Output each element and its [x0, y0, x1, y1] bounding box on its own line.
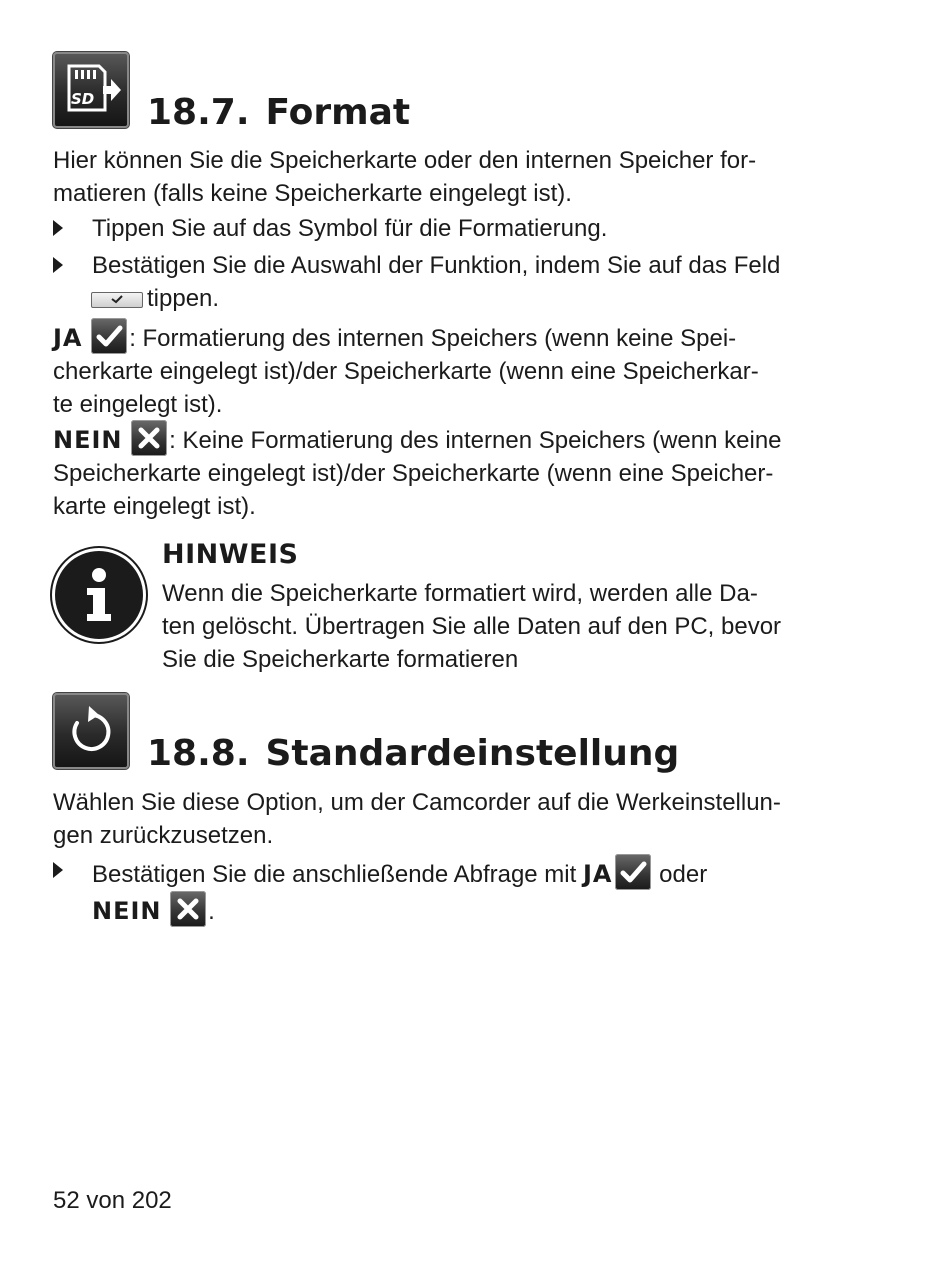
bullet-text: Bestätigen Sie die anschließende Abfrage mit — [92, 861, 577, 888]
page-number: 52 von 202 — [53, 1187, 172, 1214]
note-body — [162, 577, 842, 676]
checkmark-icon — [615, 854, 651, 890]
bullet-text: Bestätigen Sie die Auswahl der Funktion, indem Sie auf das Feld — [92, 252, 781, 279]
nein-text: Speicherkarte eingelegt ist)/der Speicherkarte (wenn eine Speicher- — [53, 460, 774, 487]
bullet-item — [53, 212, 853, 245]
section-title-format — [147, 93, 410, 133]
nein-description — [53, 420, 843, 523]
nein-label: NEIN — [92, 897, 162, 925]
bullet-item — [53, 854, 853, 924]
ja-text: te eingelegt ist). — [53, 391, 223, 418]
note-line: Wenn die Speicherkarte formatiert wird, werden alle Da- — [162, 580, 758, 607]
info-icon — [55, 551, 143, 639]
bullet-text: tippen. — [147, 285, 220, 312]
bullet-arrow-icon — [53, 862, 63, 878]
bullet-text: Tippen Sie auf das Symbol für die Formatierung. — [92, 215, 608, 242]
confirm-field-icon — [91, 292, 143, 308]
cross-icon — [170, 891, 206, 927]
ja-label: JA — [582, 860, 613, 888]
note-title: HINWEIS — [162, 539, 299, 570]
ja-description — [53, 318, 843, 421]
nein-label: NEIN — [53, 426, 123, 454]
bullet-continuation — [53, 282, 553, 315]
checkmark-icon — [91, 318, 127, 354]
default-intro-line: gen zurückzusetzen. — [53, 822, 274, 849]
svg-text:SD: SD — [71, 90, 95, 108]
bullet-text: oder — [659, 861, 708, 888]
note-line: ten gelöscht. Übertragen Sie alle Daten auf den PC, bevor — [162, 613, 782, 640]
format-intro-line: matieren (falls keine Speicherkarte eingelegt ist). — [53, 180, 572, 207]
ja-text: : Formatierung des internen Speichers (wenn keine Spei- — [129, 325, 737, 352]
ja-label: JA — [53, 324, 83, 352]
bullet-arrow-icon — [53, 257, 63, 273]
note-line: Sie die Speicherkarte formatieren — [162, 646, 519, 673]
section-heading: Format — [265, 92, 411, 133]
reset-icon — [53, 693, 129, 769]
default-intro-line: Wählen Sie diese Option, um der Camcorder auf die Werkeinstellun- — [53, 789, 781, 816]
nein-text: karte eingelegt ist). — [53, 493, 256, 520]
sd-card-icon — [53, 52, 129, 128]
section-number: 18.8. — [147, 733, 250, 774]
ja-text: cherkarte eingelegt ist)/der Speicherkarte (wenn eine Speicherkar- — [53, 358, 759, 385]
section-title-standard — [147, 734, 679, 774]
cross-icon — [131, 420, 167, 456]
format-intro — [53, 144, 843, 210]
bullet-arrow-icon — [53, 220, 63, 236]
section-number: 18.7. — [147, 92, 250, 133]
default-intro — [53, 786, 843, 852]
section-heading: Standardeinstellung — [265, 733, 680, 774]
nein-text: : Keine Formatierung des internen Speichers (wenn keine — [169, 427, 782, 454]
format-intro-line: Hier können Sie die Speicherkarte oder den internen Speicher for- — [53, 147, 757, 174]
bullet-text: . — [208, 898, 215, 925]
